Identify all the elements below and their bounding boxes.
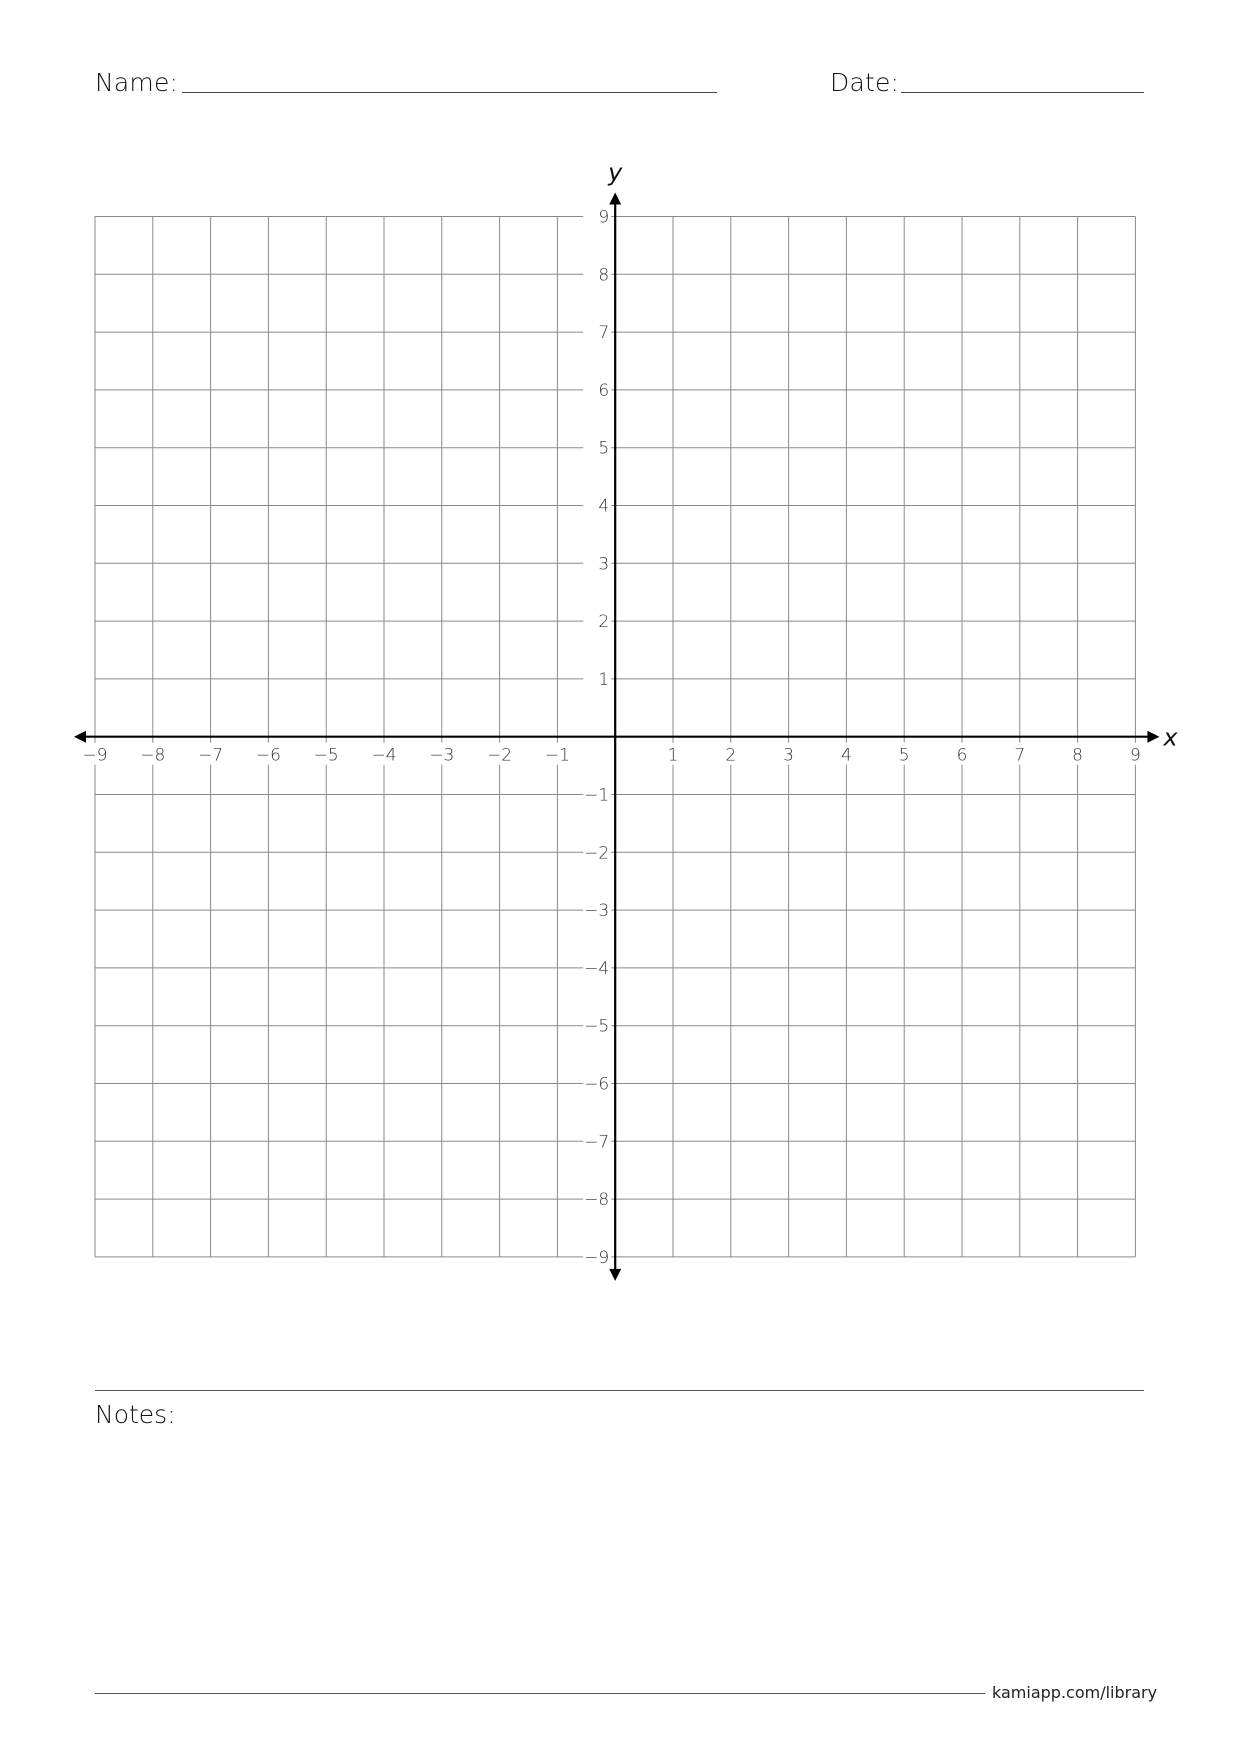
y-axis-label: y bbox=[608, 158, 623, 187]
x-tick-label: −4 bbox=[371, 745, 397, 766]
y-tick-label: −5 bbox=[584, 1016, 610, 1037]
y-tick-label: −7 bbox=[584, 1132, 610, 1153]
x-tick-label: −2 bbox=[487, 745, 513, 766]
x-tick-label: 8 bbox=[1072, 745, 1084, 766]
notes-label: Notes: bbox=[95, 1400, 176, 1429]
x-tick-label: 6 bbox=[956, 745, 968, 766]
x-tick-label: 2 bbox=[725, 745, 737, 766]
y-tick-label: 6 bbox=[598, 380, 610, 401]
x-axis-right-arrow-icon bbox=[1147, 731, 1159, 743]
x-tick-label: 9 bbox=[1129, 745, 1141, 766]
x-axis-label: x bbox=[1163, 723, 1178, 752]
y-tick-label: 1 bbox=[598, 669, 610, 690]
footer-link[interactable]: kamiapp.com/library bbox=[992, 1683, 1158, 1702]
name-label: Name: bbox=[95, 68, 179, 97]
y-tick-label: −3 bbox=[584, 901, 610, 922]
y-tick-label: −9 bbox=[584, 1247, 610, 1268]
x-tick-label: −3 bbox=[429, 745, 455, 766]
x-tick-label: −6 bbox=[255, 745, 281, 766]
y-tick-label: −6 bbox=[584, 1074, 610, 1095]
x-tick-label: 5 bbox=[898, 745, 910, 766]
x-tick-label: −5 bbox=[313, 745, 339, 766]
y-tick-label: 5 bbox=[598, 438, 610, 459]
date-label: Date: bbox=[830, 68, 900, 97]
x-axis-left-arrow-icon bbox=[74, 731, 86, 743]
x-tick-label: −9 bbox=[82, 745, 108, 766]
y-tick-label: 8 bbox=[598, 265, 610, 286]
y-tick-label: −2 bbox=[584, 843, 610, 864]
x-tick-label: −1 bbox=[544, 745, 570, 766]
y-tick-label: 2 bbox=[598, 612, 610, 633]
x-tick-label: 7 bbox=[1014, 745, 1026, 766]
x-tick-label: −7 bbox=[198, 745, 224, 766]
y-tick-label: −4 bbox=[584, 958, 610, 979]
x-tick-label: −8 bbox=[140, 745, 166, 766]
notes-divider bbox=[95, 1390, 1144, 1391]
y-tick-label: 7 bbox=[598, 323, 610, 344]
y-tick-label: 4 bbox=[598, 496, 610, 517]
footer-divider bbox=[95, 1693, 985, 1694]
y-tick-label: 9 bbox=[598, 207, 610, 228]
y-axis-up-arrow-icon bbox=[609, 193, 621, 205]
x-tick-label: 3 bbox=[783, 745, 795, 766]
y-axis-down-arrow-icon bbox=[609, 1269, 621, 1281]
y-tick-label: −8 bbox=[584, 1190, 610, 1211]
y-tick-label: −1 bbox=[584, 785, 610, 806]
x-tick-label: 4 bbox=[840, 745, 852, 766]
x-tick-label: 1 bbox=[667, 745, 679, 766]
notes-area[interactable] bbox=[95, 1440, 1144, 1620]
y-tick-label: 3 bbox=[598, 554, 610, 575]
